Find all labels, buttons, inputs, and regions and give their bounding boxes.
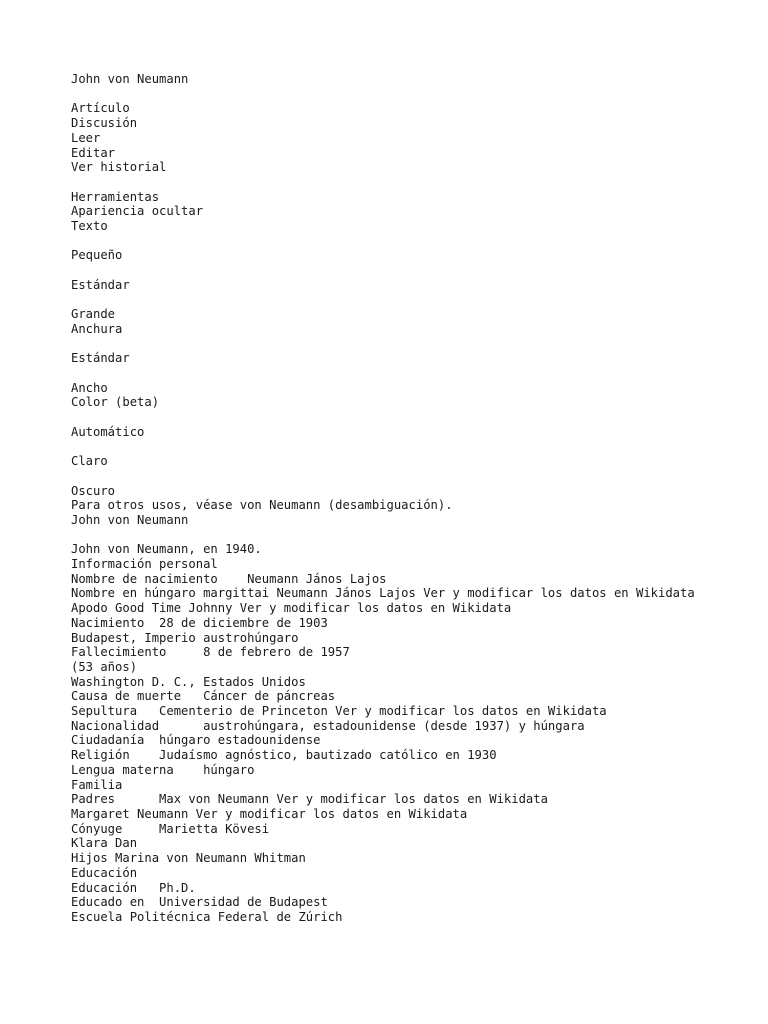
infobox-row: Escuela Politécnica Federal de Zúrich: [71, 909, 343, 924]
infobox-row: Nacimiento 28 de diciembre de 1903: [71, 615, 328, 630]
color-light-option[interactable]: Claro: [71, 454, 108, 469]
tab-discussion[interactable]: Discusión: [71, 116, 138, 131]
tools-menu-label[interactable]: Herramientas: [71, 189, 160, 204]
spacer: [71, 439, 751, 454]
spacer: [71, 234, 751, 249]
tab-article[interactable]: Artículo: [71, 101, 130, 116]
spacer: [71, 469, 751, 484]
infobox-section-header: Información personal: [71, 557, 218, 572]
infobox-row: Religión Judaísmo agnóstico, bautizado católico en 1930: [71, 748, 497, 763]
infobox-row: Educado en Universidad de Budapest: [71, 895, 328, 910]
infobox-row: Lengua materna húngaro: [71, 762, 255, 777]
document-page: [71, 72, 751, 925]
infobox-row: Washington D. C., Estados Unidos: [71, 674, 306, 689]
tab-read[interactable]: Leer: [71, 130, 101, 145]
infobox-row: Sepultura Cementerio de Princeton Ver y modificar los datos en Wikidata: [71, 704, 607, 719]
infobox-row: Margaret Neumann Ver y modificar los datos en Wikidata: [71, 806, 468, 821]
spacer: [71, 528, 751, 543]
text-size-label: Texto: [71, 219, 108, 233]
infobox-row: Padres Max von Neumann Ver y modificar los datos en Wikidata: [71, 792, 548, 807]
disambiguation-note[interactable]: Para otros usos, véase von Neumann (desambiguación).: [71, 498, 453, 513]
spacer: [71, 263, 751, 278]
infobox-row: (53 años): [71, 659, 138, 674]
appearance-hide-link[interactable]: Apariencia ocultar: [71, 204, 204, 219]
infobox-row: Educación Ph.D.: [71, 880, 196, 895]
spacer: [71, 366, 751, 381]
page-title: John von Neumann: [71, 72, 189, 86]
color-dark-option[interactable]: Oscuro: [71, 483, 116, 498]
infobox-row: Educación: [71, 865, 138, 880]
text-size-small-option[interactable]: Pequeño: [71, 248, 123, 263]
text-size-large-option[interactable]: Grande: [71, 307, 116, 322]
color-label: Color (beta): [71, 395, 160, 410]
infobox-title: John von Neumann: [71, 512, 189, 527]
infobox-row: Ciudadanía húngaro estadounidense: [71, 733, 321, 748]
infobox-row: Fallecimiento 8 de febrero de 1957: [71, 645, 350, 660]
spacer: [71, 410, 751, 425]
text-size-standard-option[interactable]: Estándar: [71, 277, 130, 292]
infobox-row: Hijos Marina von Neumann Whitman: [71, 851, 306, 866]
infobox-row: Budapest, Imperio austrohúngaro: [71, 630, 299, 645]
infobox-image-caption: John von Neumann, en 1940.: [71, 542, 262, 557]
infobox-row: Cónyuge Marietta Kövesi: [71, 821, 270, 836]
spacer: [71, 87, 751, 102]
width-wide-option[interactable]: Ancho: [71, 380, 108, 395]
width-standard-option[interactable]: Estándar: [71, 351, 130, 366]
tab-view-history[interactable]: Ver historial: [71, 160, 167, 175]
infobox-row: Nacionalidad austrohúngara, estadounidense (desde 1937) y húngara: [71, 718, 585, 733]
color-automatic-option[interactable]: Automático: [71, 424, 145, 439]
infobox-row: Causa de muerte Cáncer de páncreas: [71, 689, 336, 704]
infobox-row: Nombre en húngaro margittai Neumann János Lajos Ver y modificar los datos en Wikidata: [71, 586, 695, 601]
infobox-row: Apodo Good Time Johnny Ver y modificar los datos en Wikidata: [71, 601, 512, 616]
infobox-row: Klara Dan: [71, 836, 138, 851]
infobox-row: Nombre de nacimiento Neumann János Lajos: [71, 571, 387, 586]
spacer: [71, 292, 751, 307]
infobox-row: Familia: [71, 777, 123, 792]
spacer: [71, 175, 751, 190]
spacer: [71, 337, 751, 352]
tab-edit[interactable]: Editar: [71, 145, 116, 160]
width-label: Anchura: [71, 321, 123, 336]
